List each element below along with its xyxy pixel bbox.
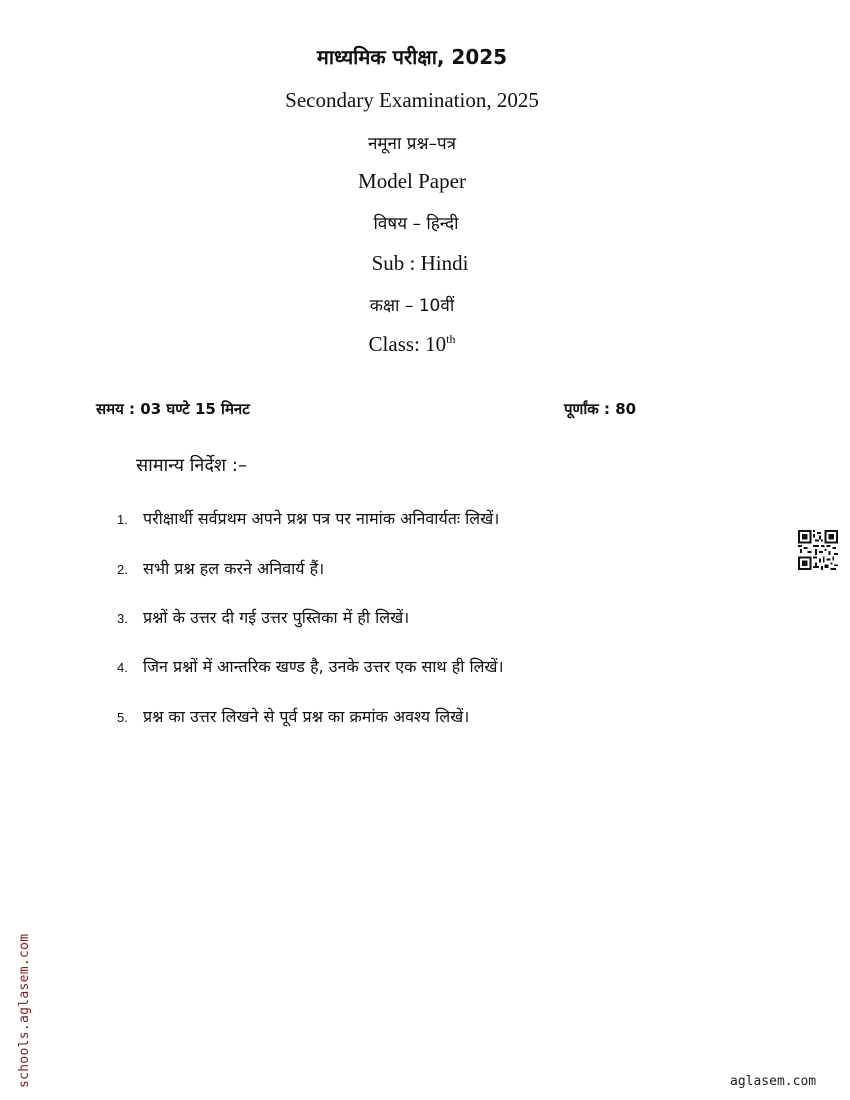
instruction-item bbox=[117, 606, 409, 628]
instruction-text: प्रश्न का उत्तर लिखने से पूर्व प्रश्न का क्रमांक अवश्य लिखें। bbox=[143, 707, 470, 726]
instruction-number: 1. bbox=[117, 512, 128, 527]
side-watermark bbox=[14, 900, 34, 1090]
instruction-item bbox=[117, 655, 504, 677]
side-watermark-text: schools.aglasem.com bbox=[17, 933, 32, 1088]
qr-code-icon[interactable] bbox=[798, 530, 838, 570]
exam-title-hindi: माध्यमिक परीक्षा, 2025 bbox=[316, 45, 508, 69]
instruction-item bbox=[117, 705, 469, 727]
class-english-text: Class: 10 bbox=[368, 332, 447, 356]
subject-hindi: विषय – हिन्दी bbox=[373, 214, 459, 234]
exam-duration: समय : 03 घण्टे 15 मिनट bbox=[96, 400, 250, 418]
instruction-text: जिन प्रश्नों में आन्तरिक खण्ड है, उनके उत्तर एक साथ ही लिखें। bbox=[143, 657, 504, 676]
exam-title-english: Secondary Examination, 2025 bbox=[285, 88, 539, 112]
instruction-text: सभी प्रश्न हल करने अनिवार्य हैं। bbox=[143, 559, 325, 578]
footer-site-label: aglasem.com bbox=[730, 1074, 817, 1089]
instruction-text: परीक्षार्थी सर्वप्रथम अपने प्रश्न पत्र पर नामांक अनिवार्यतः लिखें। bbox=[143, 509, 500, 528]
class-english bbox=[369, 332, 456, 357]
instruction-number: 3. bbox=[117, 611, 128, 626]
model-paper-hindi: नमूना प्रश्न–पत्र bbox=[367, 134, 457, 154]
class-superscript: th bbox=[446, 332, 456, 346]
instruction-text: प्रश्नों के उत्तर दी गई उत्तर पुस्तिका में ही लिखें। bbox=[143, 608, 410, 627]
class-hindi: कक्षा – 10वीं bbox=[369, 296, 455, 316]
subject-english: Sub : Hindi bbox=[371, 251, 469, 275]
model-paper-english: Model Paper bbox=[358, 169, 466, 193]
instruction-number: 4. bbox=[117, 660, 128, 675]
instruction-item bbox=[117, 507, 499, 529]
instruction-number: 5. bbox=[117, 710, 128, 725]
max-marks: पूर्णांक : 80 bbox=[564, 400, 637, 418]
instruction-item bbox=[117, 557, 324, 579]
general-instructions-heading: सामान्य निर्देश :– bbox=[136, 455, 247, 476]
instruction-number: 2. bbox=[117, 562, 128, 577]
